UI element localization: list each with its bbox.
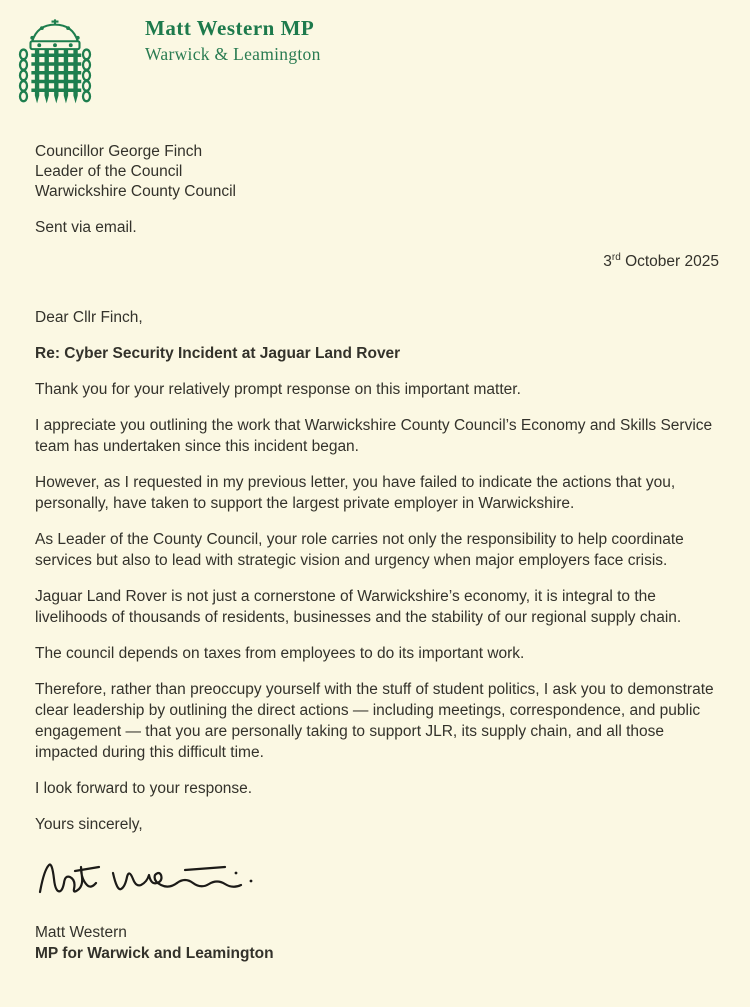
body-paragraph: However, as I requested in my previous letter, you have failed to indicate the actions that you, personally, have taken to support the largest private employer in Warwickshire. (35, 474, 676, 512)
letter-body (35, 307, 727, 979)
signature-scribble-icon (35, 850, 265, 910)
date-ordinal-suffix: rd (611, 251, 621, 263)
letter-date (603, 253, 719, 271)
body-paragraph: As Leader of the County Council, your role carries not only the responsibility to help coordinate services but also to lead with strategic vision and urgency when major employers face crisis. (35, 531, 684, 569)
body-paragraph: The council depends on taxes from employees to do its important work. (35, 645, 525, 662)
letterhead-mp-name: Matt Western MP (145, 16, 315, 40)
letterhead-constituency: Warwick & Leamington (145, 44, 321, 64)
letterhead (145, 16, 321, 65)
body-paragraph: I appreciate you outlining the work that Warwickshire County Council’s Economy and Skills Service team has undertaken since this incident began. (35, 417, 713, 455)
recipient-line: Warwickshire County Council (35, 183, 236, 200)
recipient-block (35, 142, 236, 202)
delivery-note: Sent via email. (35, 219, 137, 236)
body-paragraph: Therefore, rather than preoccupy yourself with the stuff of student politics, I ask you to demonstrate clear leadership by outlining the direct actions — including meetings, correspondence, and public engagement — that you are personally taking to support JLR, its supply chain, and all those impacted during this difficult time. (35, 681, 714, 761)
signature (35, 850, 727, 912)
sender-name: Matt Western (35, 924, 127, 941)
date-day: 3 (603, 253, 612, 270)
body-paragraph: Thank you for your relatively prompt response on this important matter. (35, 381, 521, 398)
recipient-line: Leader of the Council (35, 163, 183, 180)
recipient-line: Councillor George Finch (35, 143, 203, 160)
salutation: Dear Cllr Finch, (35, 309, 143, 326)
sender-title: MP for Warwick and Leamington (35, 945, 274, 962)
closing-line: I look forward to your response. (35, 780, 253, 797)
date-rest: October 2025 (620, 253, 719, 270)
valediction: Yours sincerely, (35, 816, 143, 833)
portcullis-crown-logo (13, 16, 97, 112)
subject-line: Re: Cyber Security Incident at Jaguar Land Rover (35, 345, 401, 362)
body-paragraph: Jaguar Land Rover is not just a cornerstone of Warwickshire’s economy, it is integral to the livelihoods of thousands of residents, businesses and the stability of our regional supply chain. (35, 588, 682, 626)
